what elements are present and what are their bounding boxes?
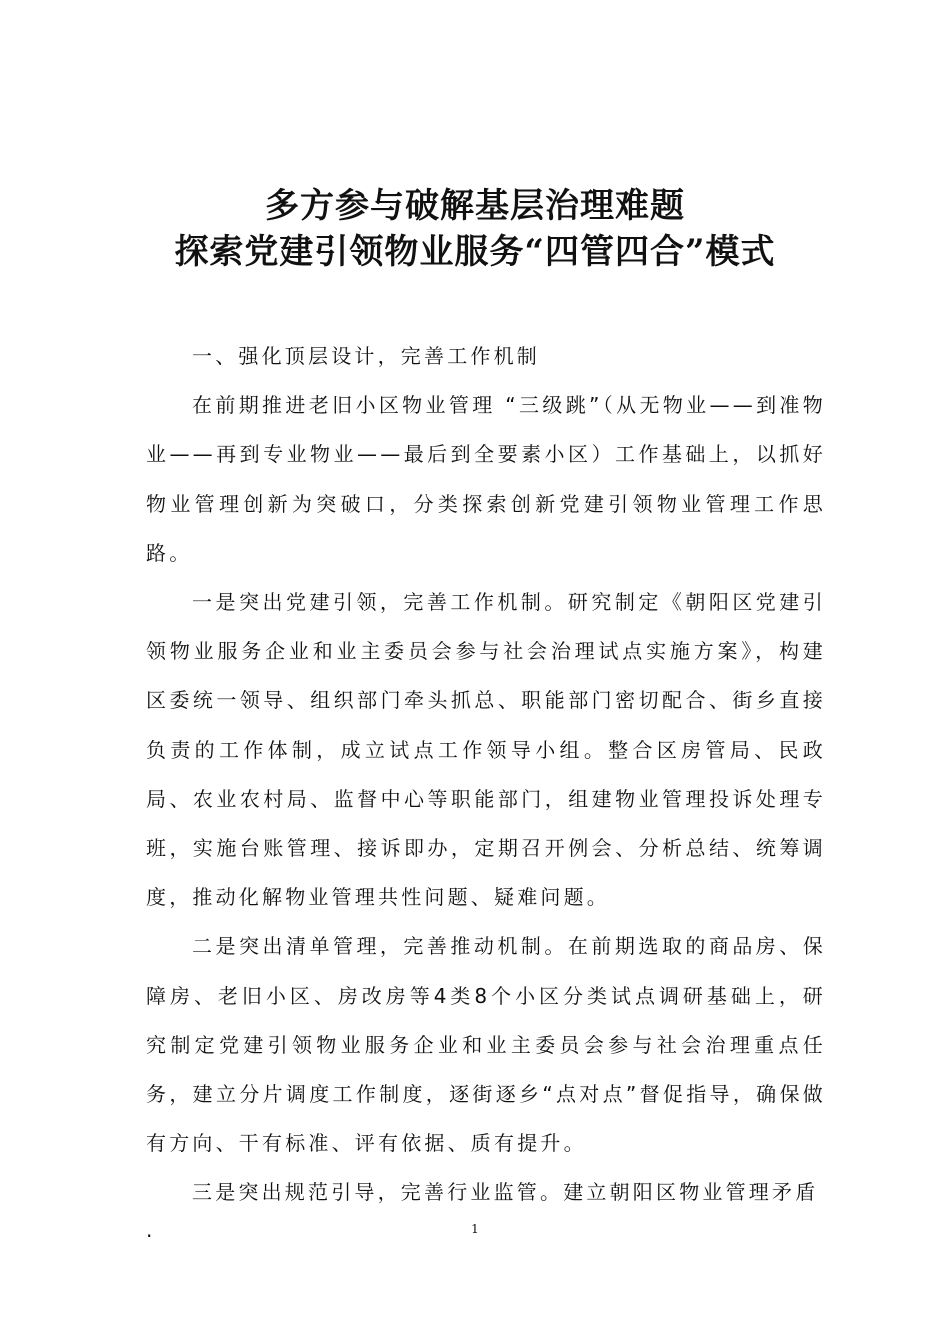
paragraph-point-two: 二是突出清单管理，完善推动机制。在前期选取的商品房、保障房、老旧小区、房改房等4类8个小区分类试点调研基础上，研究制定党建引领物业服务企业和业主委员会参与社会治理重点任务，建立分片调度工作制度，逐街逐乡“点对点”督促指导，确保做有方向、干有标准、评有依据、质有提升。 <box>146 934 826 1156</box>
document-body <box>146 332 826 1218</box>
page-number: 1 <box>471 1222 479 1236</box>
paragraph-point-one: 一是突出党建引领，完善工作机制。研究制定《朝阳区党建引领物业服务企业和业主委员会参与社会治理试点实施方案》，构建区委统一领导、组织部门牵头抓总、职能部门密切配合、街乡直接负责的工作体制，成立试点工作领导小组。整合区房管局、民政局、农业农村局、监督中心等职能部门，组建物业管理投诉处理专班，实施台账管理、接诉即办，定期召开例会、分析总结、统筹调度，推动化解物业管理共性问题、疑难问题。 <box>146 590 826 910</box>
document-title-line-2: 探索党建引领物业服务“四管四合”模式 <box>174 232 776 272</box>
paragraph-point-three: 三是突出规范引导，完善行业监管。建立朝阳区物业管理矛盾 <box>192 1180 819 1205</box>
section-heading: 一、强化顶层设计，完善工作机制 <box>192 344 540 368</box>
paragraph-intro: 在前期推进老旧小区物业管理 “三级跳”（从无物业——到准物业——再到专业物业——最后到全要素小区）工作基础上，以抓好物业管理创新为突破口，分类探索创新党建引领物业管理工作思路。 <box>146 393 826 565</box>
document-title-line-1: 多方参与破解基层治理难题 <box>265 186 685 226</box>
footer-dot: . <box>146 1218 153 1242</box>
